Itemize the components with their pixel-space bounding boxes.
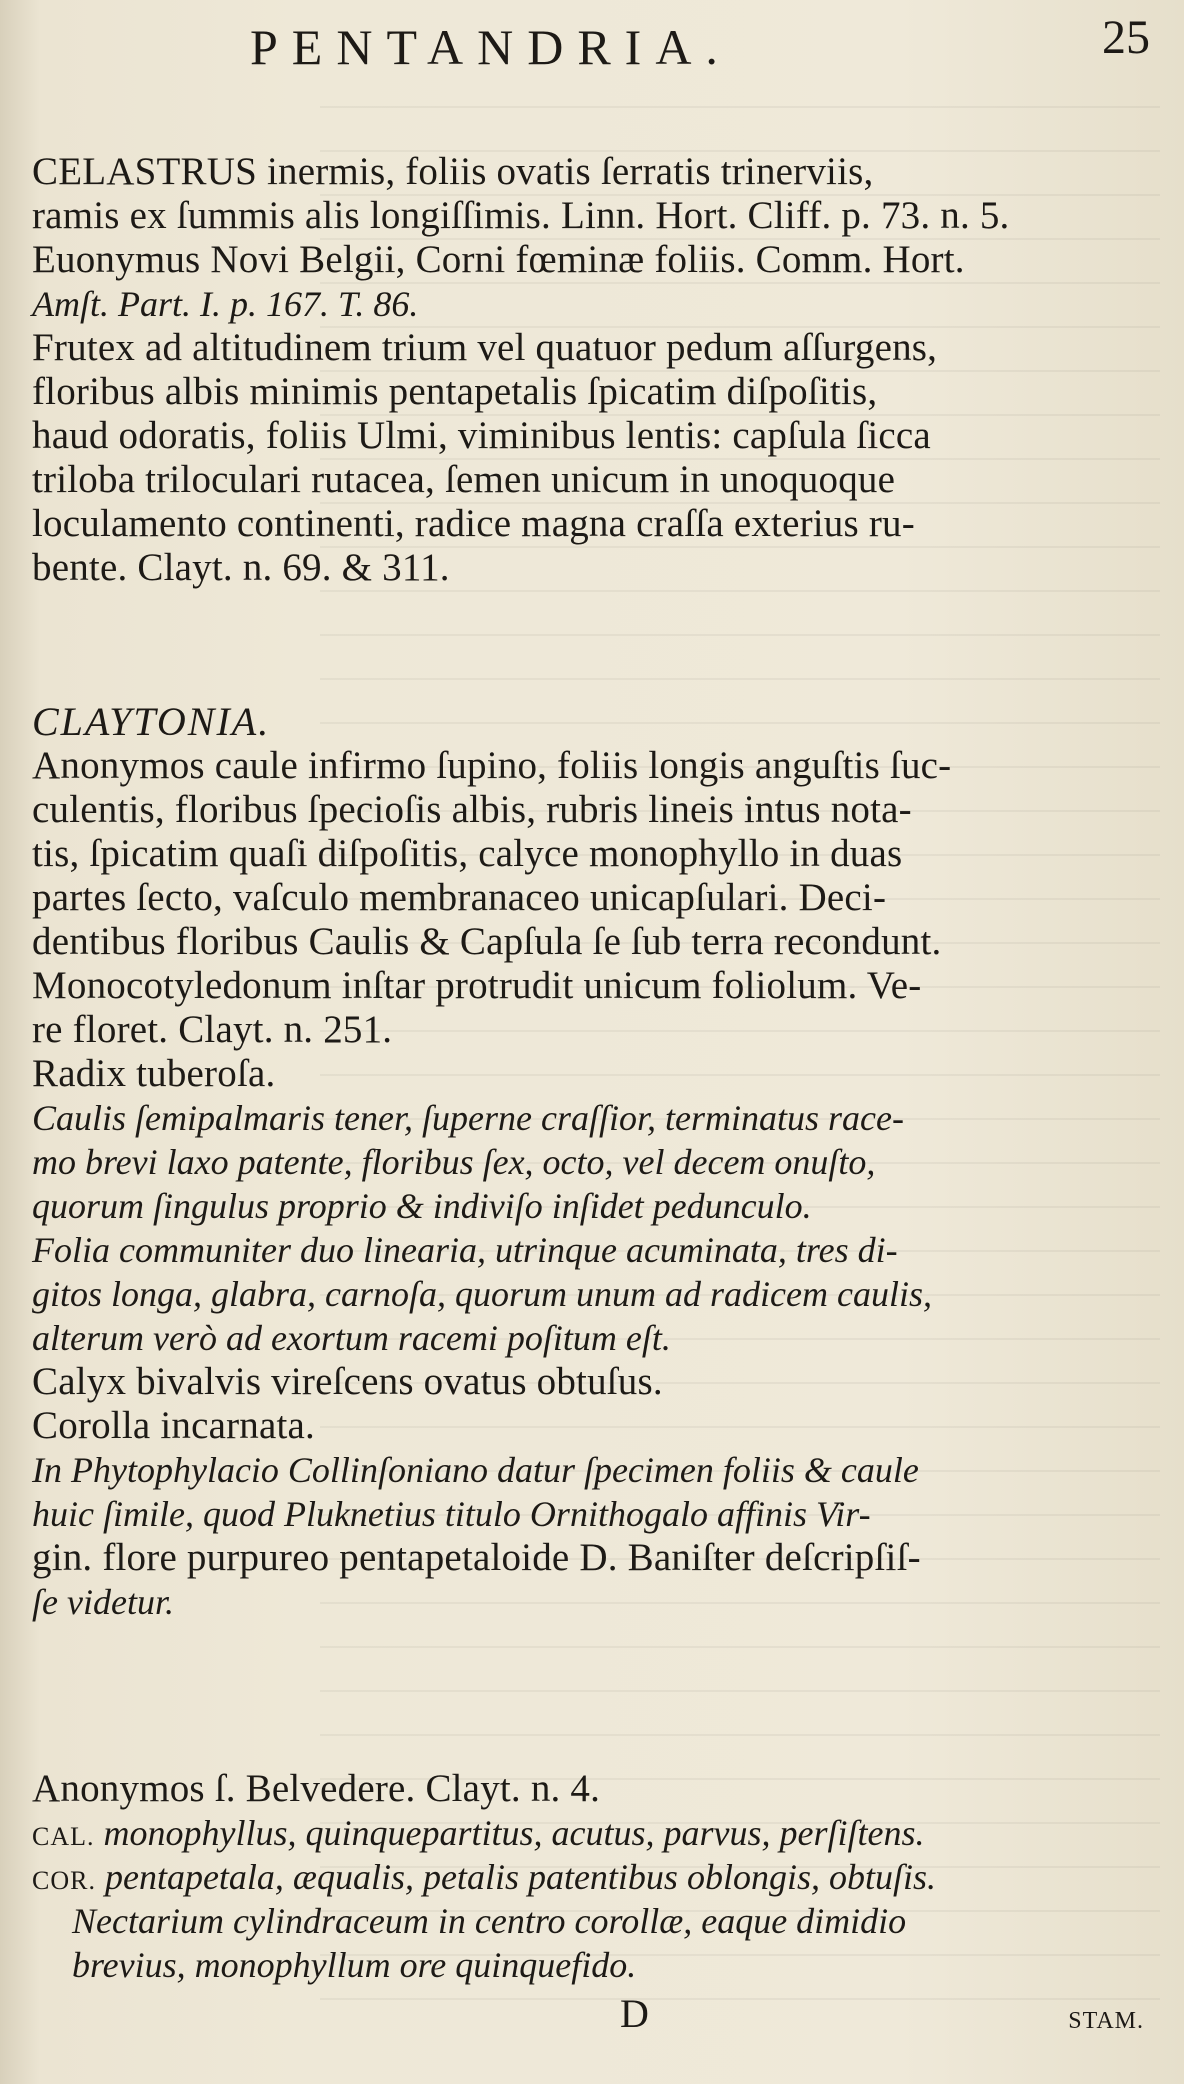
text-line: partes ſecto, vaſculo membranaceo unicapſulari. Deci- <box>32 876 887 919</box>
text-line: Caulis ſemipalmaris tener, ſuperne craſſior, terminatus race- <box>32 1098 904 1138</box>
text-line: haud odoratis, foliis Ulmi, viminibus lentis: capſula ſicca <box>32 414 931 457</box>
text-line: ſe videtur. <box>32 1582 174 1622</box>
text-line: Folia communiter duo linearia, utrinque acuminata, tres di- <box>32 1230 898 1270</box>
genus-heading: CLAYTONIA. <box>32 699 271 744</box>
celastrus-entry <box>32 150 1160 590</box>
text-line: huic ſimile, quod Pluknetius titulo Ornithogalo affinis Vir- <box>32 1494 871 1534</box>
text-line: Frutex ad altitudinem trium vel quatuor pedum aſſurgens, <box>32 326 938 369</box>
cor-text: pentapetala, æqualis, petalis patentibus oblongis, obtuſis. <box>104 1857 936 1897</box>
cal-text: monophyllus, quinquepartitus, acutus, parvus, perſiſtens. <box>103 1813 925 1853</box>
catchword: STAM. <box>1068 2008 1144 2034</box>
text-line: gin. flore purpureo pentapetaloide D. Baniſter deſcripſiſ- <box>32 1536 921 1579</box>
claytonia-entry <box>32 700 1160 1624</box>
text-line: culentis, floribus ſpecioſis albis, rubris lineis intus nota- <box>32 788 912 831</box>
text-line: floribus albis minimis pentapetalis ſpicatim diſpoſitis, <box>32 370 878 413</box>
cor-label: COR. <box>32 1866 96 1895</box>
running-head: PENTANDRIA. <box>250 19 732 75</box>
belvedere-entry <box>32 1767 1160 1987</box>
text-line: triloba triloculari rutacea, ſemen unicum in unoquoque <box>32 458 896 501</box>
cal-label: CAL. <box>32 1822 95 1851</box>
text-line: loculamento continenti, radice magna craſſa exterius ru- <box>32 502 915 545</box>
text-line: Amſt. Part. I. p. 167. T. 86. <box>32 284 419 324</box>
text-line: Monocotyledonum inſtar protrudit unicum foliolum. Ve- <box>32 964 922 1007</box>
calyx-line <box>32 1811 1160 1855</box>
corolla-line <box>32 1855 1160 1899</box>
text-line: gitos longa, glabra, carnoſa, quorum unum ad radicem caulis, <box>32 1274 932 1314</box>
text-line: brevius, monophyllum ore quinquefido. <box>72 1945 637 1985</box>
text-line: ramis ex ſummis alis longiſſimis. Linn. Hort. Cliff. p. 73. n. 5. <box>32 194 1010 237</box>
page-number: 25 <box>1102 11 1150 64</box>
text-line: Radix tuberoſa. <box>32 1052 276 1095</box>
text-line: tis, ſpicatim quaſi diſpoſitis, calyce monophyllo in duas <box>32 832 903 875</box>
text-line: Euonymus Novi Belgii, Corni fœminæ foliis. Comm. Hort. <box>32 238 965 281</box>
text-line: mo brevi laxo patente, floribus ſex, octo, vel decem onuſto, <box>32 1142 876 1182</box>
text-line: CELASTRUS inermis, foliis ovatis ſerratis trinerviis, <box>32 150 874 193</box>
text-line: bente. Clayt. n. 69. & 311. <box>32 546 450 589</box>
text-line: alterum verò ad exortum racemi poſitum eſt. <box>32 1318 671 1358</box>
text-line: Calyx bivalvis vireſcens ovatus obtuſus. <box>32 1360 663 1403</box>
text-line: quorum ſingulus proprio & indiviſo inſidet pedunculo. <box>32 1186 812 1226</box>
text-line: In Phytophylacio Collinſoniano datur ſpecimen foliis & caule <box>32 1450 919 1490</box>
text-line: re floret. Clayt. n. 251. <box>32 1008 393 1051</box>
text-line: Anonymos ſ. Belvedere. Clayt. n. 4. <box>32 1767 601 1810</box>
text-line: Anonymos caule infirmo ſupino, foliis longis anguſtis ſuc- <box>32 744 952 787</box>
text-line: Nectarium cylindraceum in centro corollæ, eaque dimidio <box>72 1901 907 1941</box>
text-line: Corolla incarnata. <box>32 1404 315 1447</box>
signature-mark: D <box>620 1991 649 2036</box>
text-line: dentibus floribus Caulis & Capſula ſe ſub terra recondunt. <box>32 920 942 963</box>
